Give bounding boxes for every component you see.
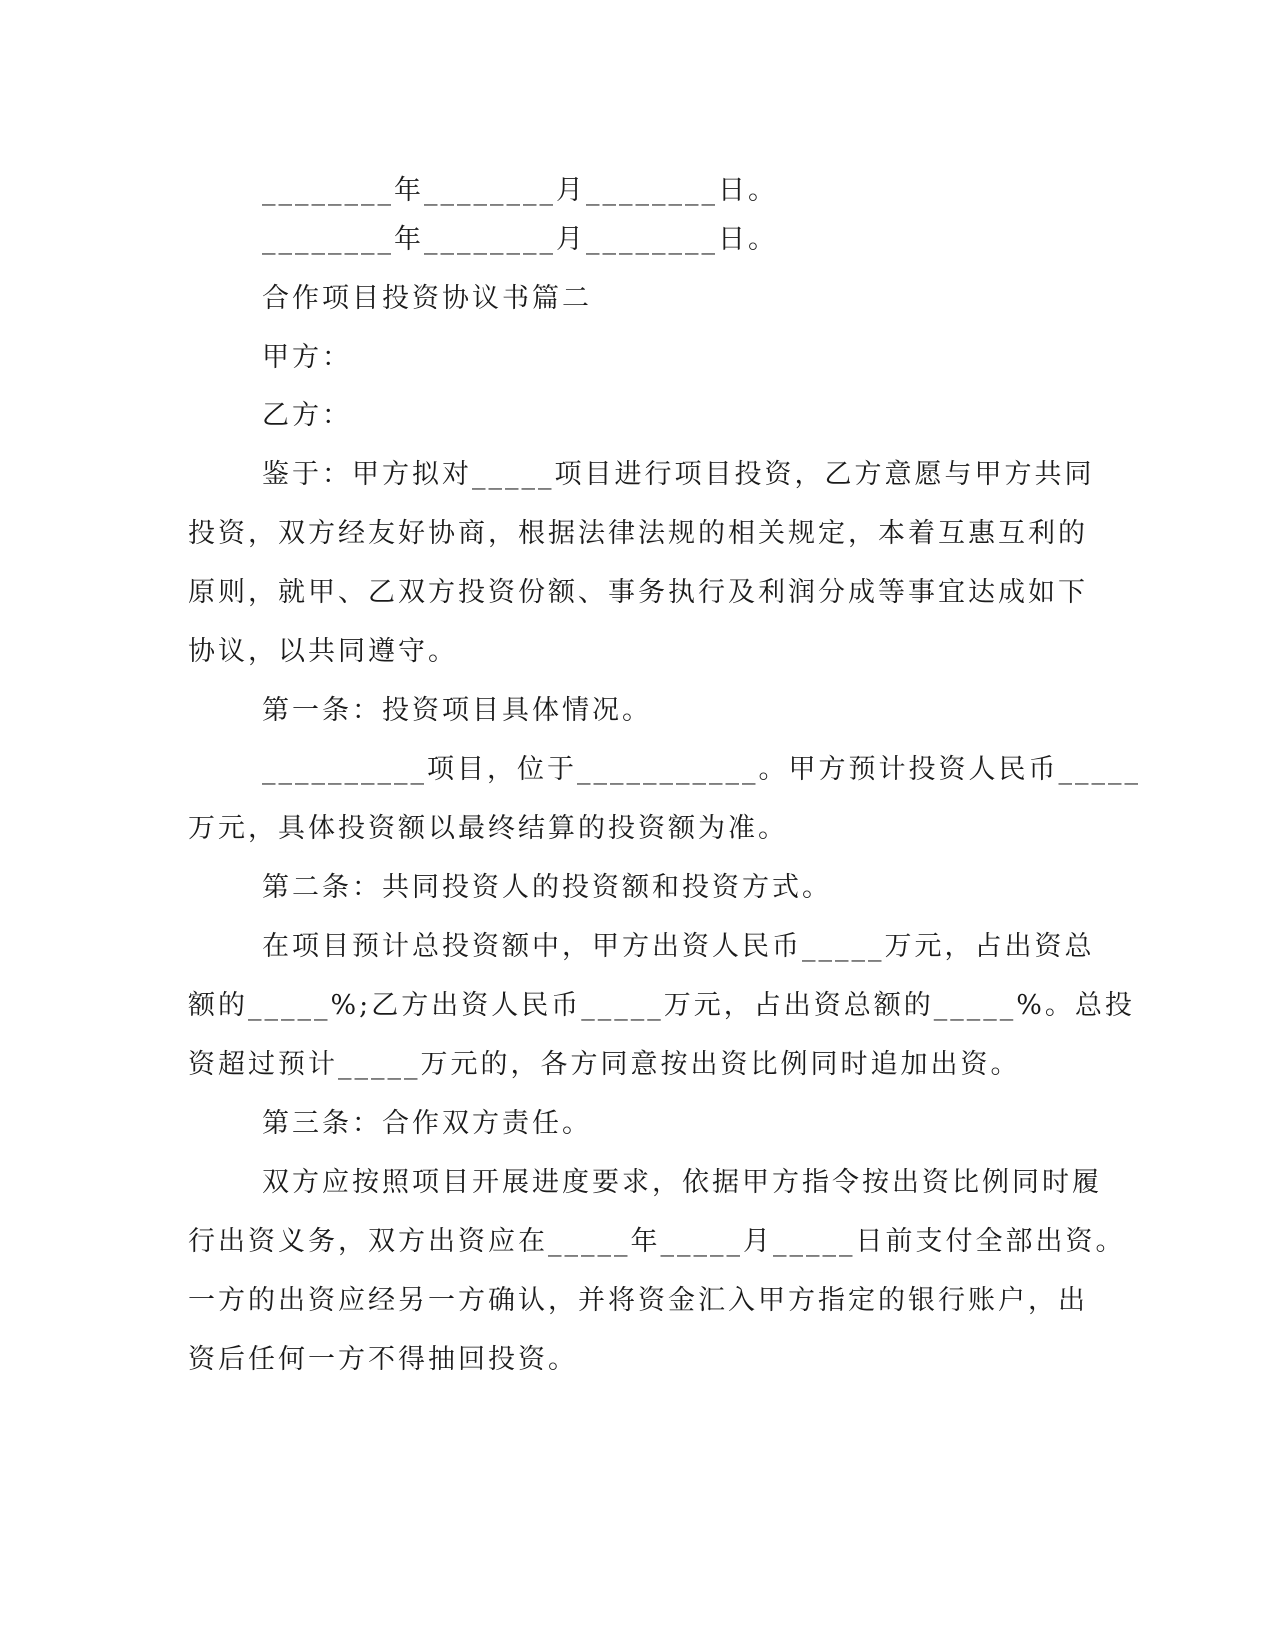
article-1-heading: 第一条：投资项目具体情况。 [262,695,652,726]
article-2-line-3: 资超过预计_____万元的，各方同意按出资比例同时追加出资。 [188,1049,1021,1080]
preamble-line-3: 原则，就甲、乙双方投资份额、事务执行及利润分成等事宜达成如下 [188,577,1088,608]
article-2-line-1: 在项目预计总投资额中，甲方出资人民币_____万元，占出资总 [262,931,1095,962]
article-3-line-2: 行出资义务，双方出资应在_____年_____月_____日前支付全部出资。 [188,1226,1126,1257]
article-1-line-1: __________项目，位于___________。甲方预计投资人民币_____ [262,754,1141,785]
party-b-label: 乙方： [262,400,352,431]
article-2-line-2: 额的_____%;乙方出资人民币_____万元，占出资总额的_____%。总投 [188,990,1135,1021]
article-3-line-3: 一方的出资应经另一方确认，并将资金汇入甲方指定的银行账户，出 [188,1285,1088,1316]
party-a-label: 甲方： [262,342,352,373]
section-title: 合作项目投资协议书篇二 [262,283,592,314]
article-3-line-4: 资后任何一方不得抽回投资。 [188,1344,578,1375]
article-2-heading: 第二条：共同投资人的投资额和投资方式。 [262,872,832,903]
preamble-line-2: 投资，双方经友好协商，根据法律法规的相关规定，本着互惠互利的 [188,518,1088,549]
date-line-2: ________年________月________日。 [262,224,778,255]
date-line-1: ________年________月________日。 [262,175,778,206]
article-1-line-2: 万元，具体投资额以最终结算的投资额为准。 [188,813,788,844]
article-3-heading: 第三条：合作双方责任。 [262,1108,592,1139]
article-3-line-1: 双方应按照项目开展进度要求，依据甲方指令按出资比例同时履 [262,1167,1102,1198]
preamble-line-1: 鉴于：甲方拟对_____项目进行项目投资，乙方意愿与甲方共同 [262,459,1095,490]
preamble-line-4: 协议，以共同遵守。 [188,636,458,667]
